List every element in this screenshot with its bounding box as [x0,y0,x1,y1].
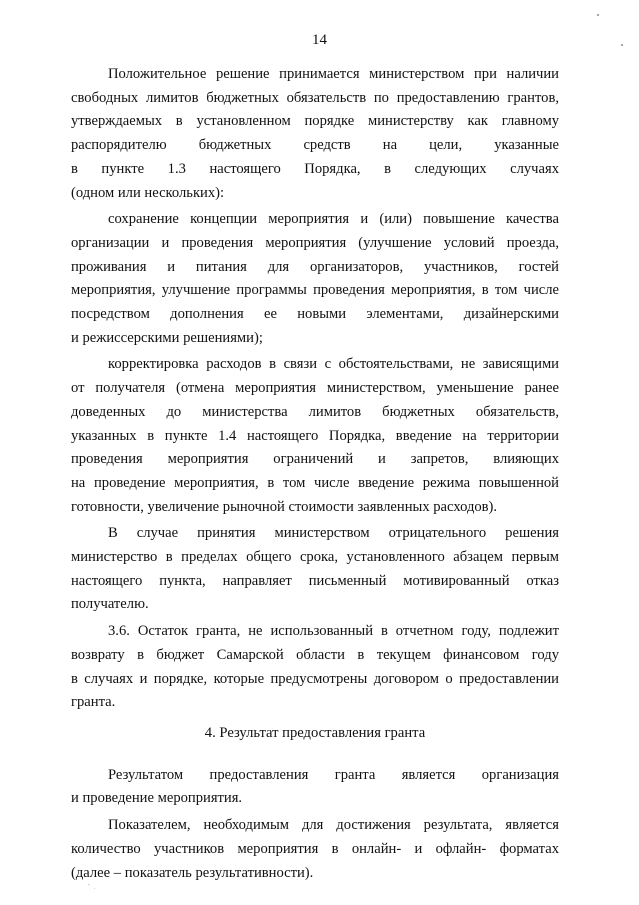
paragraph-grant-remainder [71,620,559,715]
paragraph-result-indicator [71,814,559,885]
text-line: утверждаемых в установленном порядке министерству как главному [71,113,559,130]
text-line: министерство в пределах общего срока, установленного абзацем первым [71,549,559,566]
text-line: готовности, увеличение рыночной стоимости заявленных расходов). [71,498,498,515]
text-line: и проведение мероприятия. [71,790,243,807]
text-line: проведения мероприятия ограничений и запретов, влияющих [71,451,559,468]
text-line: Результатом предоставления гранта является организация [108,766,559,783]
text-line: Показателем, необходимым для достижения результата, является [108,817,559,834]
text-line: возврату в бюджет Самарской области в текущем финансовом году [71,646,559,663]
text-line: получателю. [71,596,149,613]
text-line: сохранение концепции мероприятия и (или) повышение качества [108,211,559,228]
text-line: настоящего пункта, направляет письменный мотивированный отказ [71,572,559,589]
text-line: (одном или нескольких): [71,184,225,201]
text-line: распорядителю бюджетных средств на цели, указанные [71,137,559,154]
text-line: организации и проведения мероприятия (улучшение условий проезда, [71,234,559,251]
text-line: в пункте 1.3 настоящего Порядка, в следующих случаях [71,160,559,177]
text-line: мероприятия, улучшение программы проведения мероприятия, в том числе [71,282,559,299]
text-line: указанных в пункте 1.4 настоящего Порядка, введение на территории [71,427,559,444]
paragraph-expense-adjustment [71,353,559,519]
text-line: на проведение мероприятия, в том числе введение режима повышенной [71,474,559,491]
paragraph-negative-decision [71,522,559,617]
text-line: и режиссерскими решениями); [71,329,263,346]
text-line: 3.6. Остаток гранта, не использованный в отчетном году, подлежит [108,623,559,640]
text-line: корректировка расходов в связи с обстоятельствами, не зависящими [108,356,559,373]
section-heading: 4. Результат предоставления гранта [204,724,426,741]
text-line: В случае принятия министерством отрицательного решения [108,525,559,542]
text-line: в случаях и порядке, которые предусмотрены договором о предоставлении [71,670,559,687]
page-number: 14 [312,32,327,48]
paragraph-grant-result [71,764,559,811]
text-line: доведенных до министерства лимитов бюджетных обязательств, [71,403,559,420]
text-line: от получателя (отмена мероприятия министерством, уменьшение ранее [71,380,559,397]
text-line: свободных лимитов бюджетных обязательств по предоставлению грантов, [71,89,559,106]
text-line: количество участников мероприятия в онлайн- и офлайн- форматах [71,840,559,857]
text-line: гранта. [71,694,116,711]
text-line: проживания и питания для организаторов, участников, гостей [71,258,559,275]
scan-speck [88,884,90,885]
text-line: (далее – показатель результативности). [71,864,314,881]
text-line: Положительное решение принимается министерством при наличии [108,66,559,82]
document-body [71,63,559,885]
scan-speck [621,44,623,46]
paragraph-concept-preservation [71,208,559,350]
paragraph-positive-decision [71,63,559,205]
scan-speck [597,14,599,16]
text-line: посредством дополнения ее новыми элементами, дизайнерскими [71,306,559,323]
scan-speck [94,888,95,889]
